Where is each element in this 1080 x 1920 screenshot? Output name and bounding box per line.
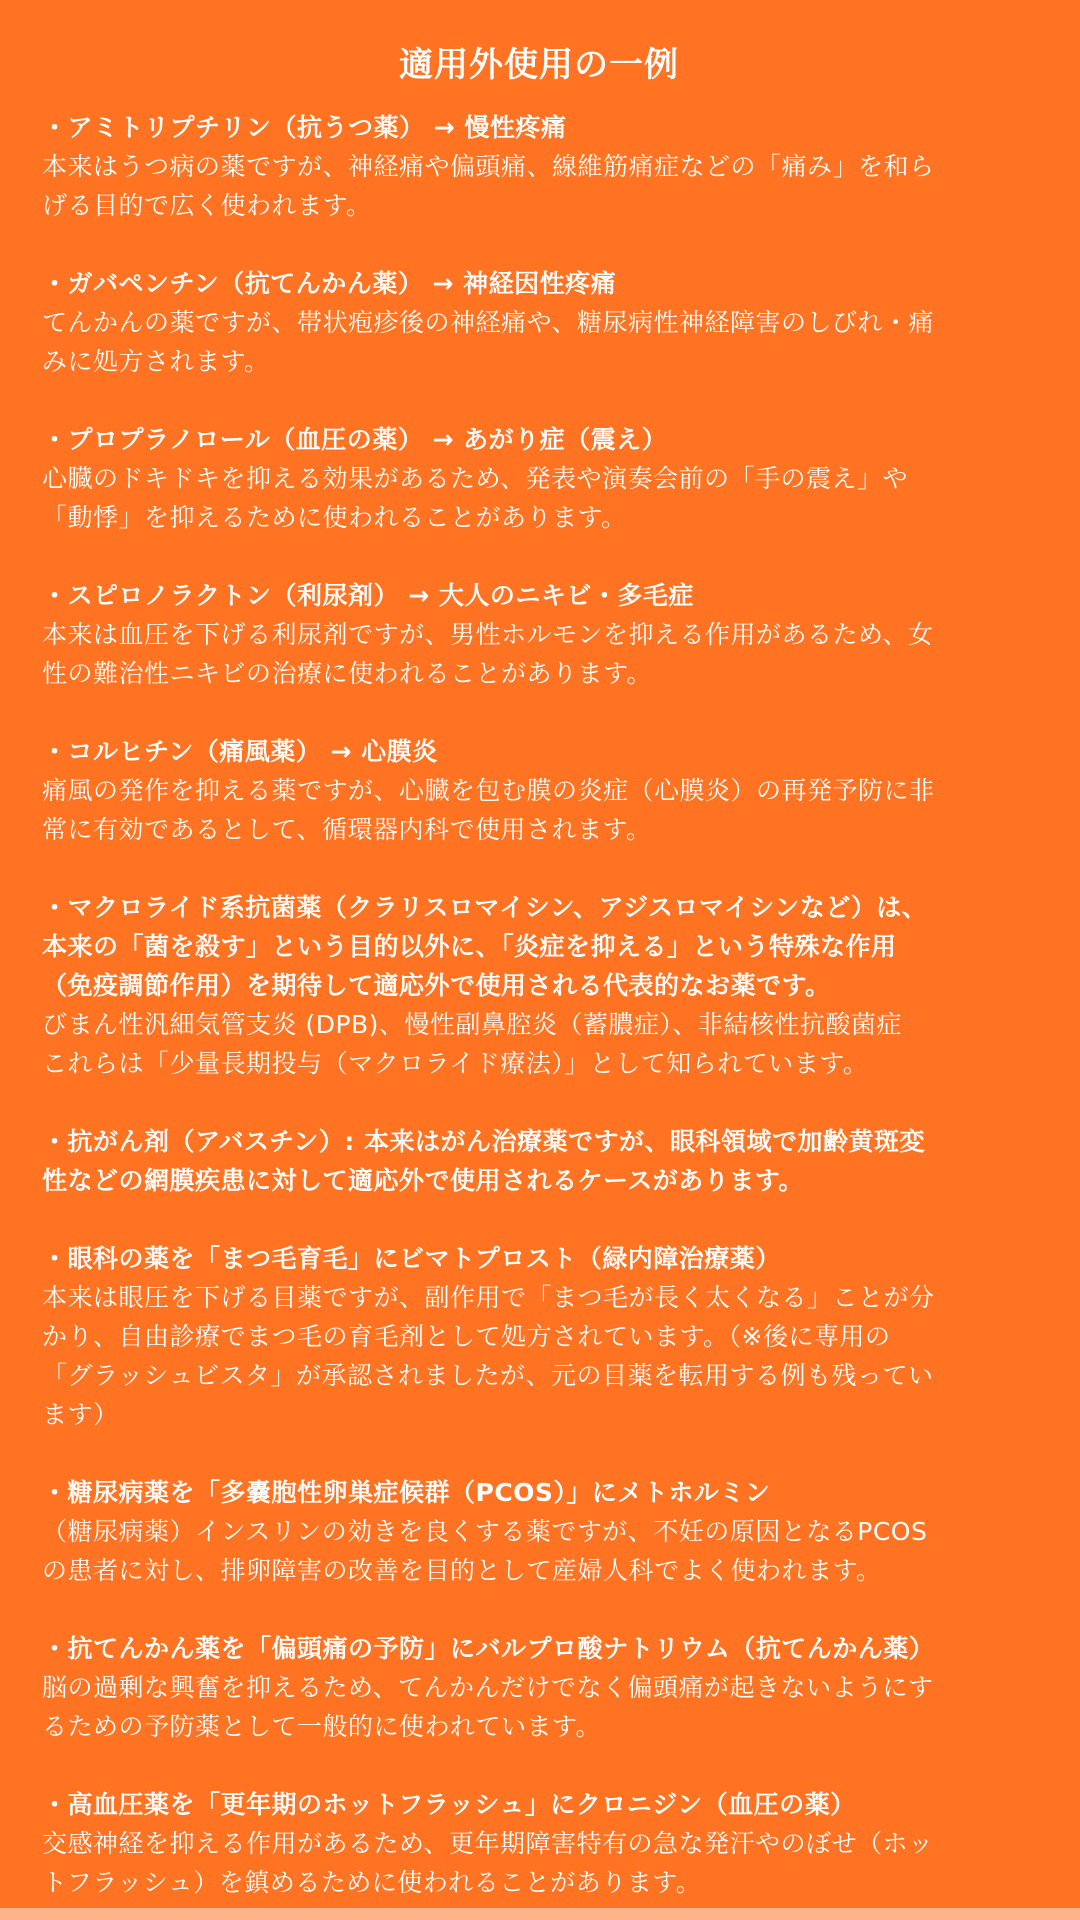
- section-body-line: これらは「少量長期投与（マクロライド療法）」として知られています。: [42, 1049, 869, 1078]
- drug-example-section: [42, 1473, 1036, 1590]
- section-body-line: 常に有効であるとして、循環器内科で使用されます。: [42, 815, 652, 844]
- drug-example-section: [42, 1122, 1036, 1200]
- section-body-line: トフラッシュ）を鎮めるために使われることがあります。: [42, 1868, 702, 1897]
- section-body-line: 脳の過剰な興奮を抑えるため、てんかんだけでなく偏頭痛が起きないようにす: [42, 1673, 934, 1702]
- section-body-line: びまん性汎細気管支炎 (DPB)、慢性副鼻腔炎（蓄膿症）、非結核性抗酸菌症: [42, 1010, 902, 1039]
- drug-example-section: [42, 1785, 1036, 1902]
- section-heading-line: （免疫調節作用）を期待して適応外で使用される代表的なお薬です。: [42, 971, 831, 1000]
- drug-example-section: [42, 420, 1036, 537]
- section-heading-line: ・眼科の薬を「まつ毛育毛」にビマトプロスト（緑内障治療薬）: [42, 1244, 781, 1273]
- section-heading-line: ・ガバペンチン（抗てんかん薬） → 神経因性疼痛: [42, 269, 617, 298]
- section-body-line: るための予防薬として一般的に使われています。: [42, 1712, 602, 1741]
- drug-example-section: [42, 108, 1036, 225]
- section-body-line: 交感神経を抑える作用があるため、更年期障害特有の急な発汗やのぼせ（ホッ: [42, 1829, 934, 1858]
- section-body-line: 本来は眼圧を下げる目薬ですが、副作用で「まつ毛が長く太くなる」ことが分: [42, 1283, 935, 1312]
- drug-example-section: [42, 264, 1036, 381]
- section-list: [42, 108, 1036, 1902]
- section-body-line: （糖尿病薬）インスリンの効きを良くする薬ですが、不妊の原因となるPCOS: [42, 1517, 928, 1546]
- section-heading-line: ・抗がん剤（アバスチン）: 本来はがん治療薬ですが、眼科領域で加齢黄斑変: [42, 1127, 925, 1156]
- drug-example-section: [42, 1629, 1036, 1746]
- section-body-line: 「動悸」を抑えるために使われることがあります。: [42, 503, 627, 532]
- section-heading-line: ・アミトリプチリン（抗うつ薬） → 慢性疼痛: [42, 113, 567, 142]
- drug-example-section: [42, 576, 1036, 693]
- section-heading-line: 本来の「菌を殺す」という目的以外に、「炎症を抑える」という特殊な作用: [42, 932, 897, 961]
- bottom-divider: [0, 1908, 1080, 1920]
- drug-example-section: [42, 1239, 1036, 1434]
- section-body-line: みに処方されます。: [42, 347, 270, 376]
- drug-example-section: [42, 888, 1036, 1083]
- section-heading-line: 性などの網膜疾患に対して適応外で使用されるケースがあります。: [42, 1166, 804, 1195]
- section-body-line: 心臓のドキドキを抑える効果があるため、発表や演奏会前の「手の震え」や: [42, 464, 909, 493]
- section-body-line: てんかんの薬ですが、帯状疱疹後の神経痛や、糖尿病性神経障害のしびれ・痛: [42, 308, 935, 337]
- section-heading-line: ・スピロノラクトン（利尿剤） → 大人のニキビ・多毛症: [42, 581, 694, 610]
- section-heading-line: ・プロプラノロール（血圧の薬） → あがり症（震え）: [42, 425, 668, 454]
- section-body-line: 本来はうつ病の薬ですが、神経痛や偏頭痛、線維筋痛症などの「痛み」を和ら: [42, 152, 935, 181]
- section-heading-line: ・抗てんかん薬を「偏頭痛の予防」にバルプロ酸ナトリウム（抗てんかん薬）: [42, 1634, 935, 1663]
- section-body-line: の患者に対し、排卵障害の改善を目的として産婦人科でよく使われます。: [42, 1556, 882, 1585]
- section-body-line: 「グラッシュビスタ」が承認されましたが、元の目薬を転用する例も残ってい: [42, 1361, 934, 1390]
- section-body-line: げる目的で広く使われます。: [42, 191, 372, 220]
- section-heading-line: ・コルヒチン（痛風薬） → 心膜炎: [42, 737, 438, 766]
- section-body-line: 性の難治性ニキビの治療に使われることがあります。: [42, 659, 653, 688]
- section-heading-line: ・高血圧薬を「更年期のホットフラッシュ」にクロニジン（血圧の薬）: [42, 1790, 856, 1819]
- section-heading-line: ・マクロライド系抗菌薬（クラリスロマイシン、アジスロマイシンなど）は、: [42, 893, 928, 922]
- section-body-line: かり、自由診療でまつ毛の育毛剤として処方されています。（※後に専用の: [42, 1322, 891, 1351]
- section-body-line: ます）: [42, 1400, 119, 1429]
- section-heading-line: ・糖尿病薬を「多嚢胞性卵巣症候群（PCOS）」にメトホルミン: [42, 1478, 771, 1507]
- section-body-line: 痛風の発作を抑える薬ですが、心臓を包む膜の炎症（心膜炎）の再発予防に非: [42, 776, 935, 805]
- page-title: 適用外使用の一例: [399, 45, 679, 85]
- section-body-line: 本来は血圧を下げる利尿剤ですが、男性ホルモンを抑える作用があるため、女: [42, 620, 934, 649]
- drug-example-section: [42, 732, 1036, 849]
